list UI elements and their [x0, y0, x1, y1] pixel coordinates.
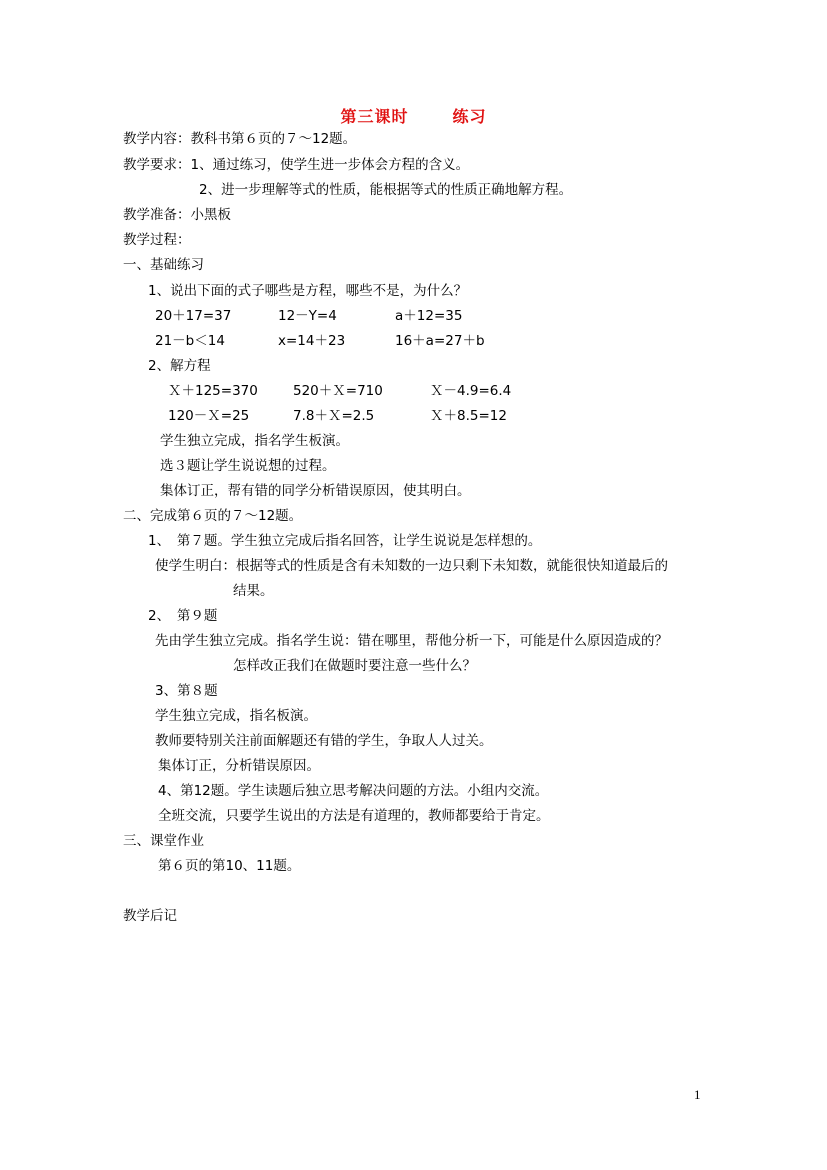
exercise-2-prompt: 2、解方程 — [148, 358, 211, 374]
instruction-text: 结果。 — [233, 583, 274, 599]
teaching-content: 教学内容：教科书第６页的７～12题。 — [123, 131, 357, 147]
lesson-title-part1: 第三课时 — [340, 107, 409, 126]
instruction-text: 教师要特别关注前面解题还有错的学生，争取人人过关。 — [155, 733, 493, 749]
equation: 12－Y=4 — [278, 308, 337, 324]
homework-text: 第６页的第10、11题。 — [158, 858, 301, 874]
equation: Ｘ－4.9=6.4 — [430, 383, 512, 399]
teaching-requirement-2: 2、进一步理解等式的性质，能根据等式的性质正确地解方程。 — [199, 182, 573, 198]
instruction-text: 集体订正，帮有错的同学分析错误原因，使其明白。 — [160, 483, 471, 499]
exercise-1-prompt: 1、说出下面的式子哪些是方程，哪些不是，为什么？ — [148, 283, 468, 299]
teaching-preparation: 教学准备：小黑板 — [123, 207, 231, 223]
lesson-title-part2: 练习 — [452, 107, 487, 126]
instruction-text: 2、 第９题 — [148, 608, 218, 624]
teaching-process-heading: 教学过程： — [123, 232, 191, 248]
equation: 16＋a=27＋b — [395, 333, 485, 349]
equation: x=14＋23 — [278, 333, 346, 349]
instruction-text: 学生独立完成，指名学生板演。 — [160, 433, 349, 449]
equation: 7.8＋Ｘ=2.5 — [293, 408, 375, 424]
equation: 120－Ｘ=25 — [168, 408, 250, 424]
section-1-heading: 一、基础练习 — [123, 257, 204, 273]
instruction-text: 全班交流，只要学生说出的方法是有道理的，教师都要给于肯定。 — [158, 808, 550, 824]
instruction-text: 选３题让学生说说想的过程。 — [160, 458, 336, 474]
instruction-text: 集体订正，分析错误原因。 — [158, 758, 320, 774]
instruction-text: 4、第12题。学生读题后独立思考解决问题的方法。小组内交流。 — [158, 783, 549, 799]
equation: 520＋Ｘ=710 — [293, 383, 383, 399]
equation: a＋12=35 — [395, 308, 463, 324]
instruction-text: 3、第８题 — [155, 683, 218, 699]
section-2-heading: 二、完成第６页的７～12题。 — [123, 508, 303, 524]
equation: Ｘ＋125=370 — [168, 383, 258, 399]
instruction-text: 先由学生独立完成。指名学生说：错在哪里，帮他分析一下，可能是什么原因造成的？ — [155, 633, 668, 649]
equation: 21－b＜14 — [155, 333, 225, 349]
equation: Ｘ＋8.5=12 — [430, 408, 507, 424]
lesson-title — [0, 104, 827, 127]
section-3-heading: 三、课堂作业 — [123, 833, 204, 849]
teaching-notes-heading: 教学后记 — [123, 908, 177, 924]
instruction-text: 1、 第７题。学生独立完成后指名回答，让学生说说是怎样想的。 — [148, 533, 542, 549]
instruction-text: 学生独立完成，指名板演。 — [155, 708, 317, 724]
page-number: 1 — [694, 1087, 701, 1102]
instruction-text: 使学生明白：根据等式的性质是含有未知数的一边只剩下未知数，就能很快知道最后的 — [155, 558, 668, 574]
teaching-requirement-1: 教学要求：1、通过练习，使学生进一步体会方程的含义。 — [123, 157, 470, 173]
instruction-text: 怎样改正我们在做题时要注意一些什么？ — [233, 658, 476, 674]
equation: 20＋17=37 — [155, 308, 232, 324]
